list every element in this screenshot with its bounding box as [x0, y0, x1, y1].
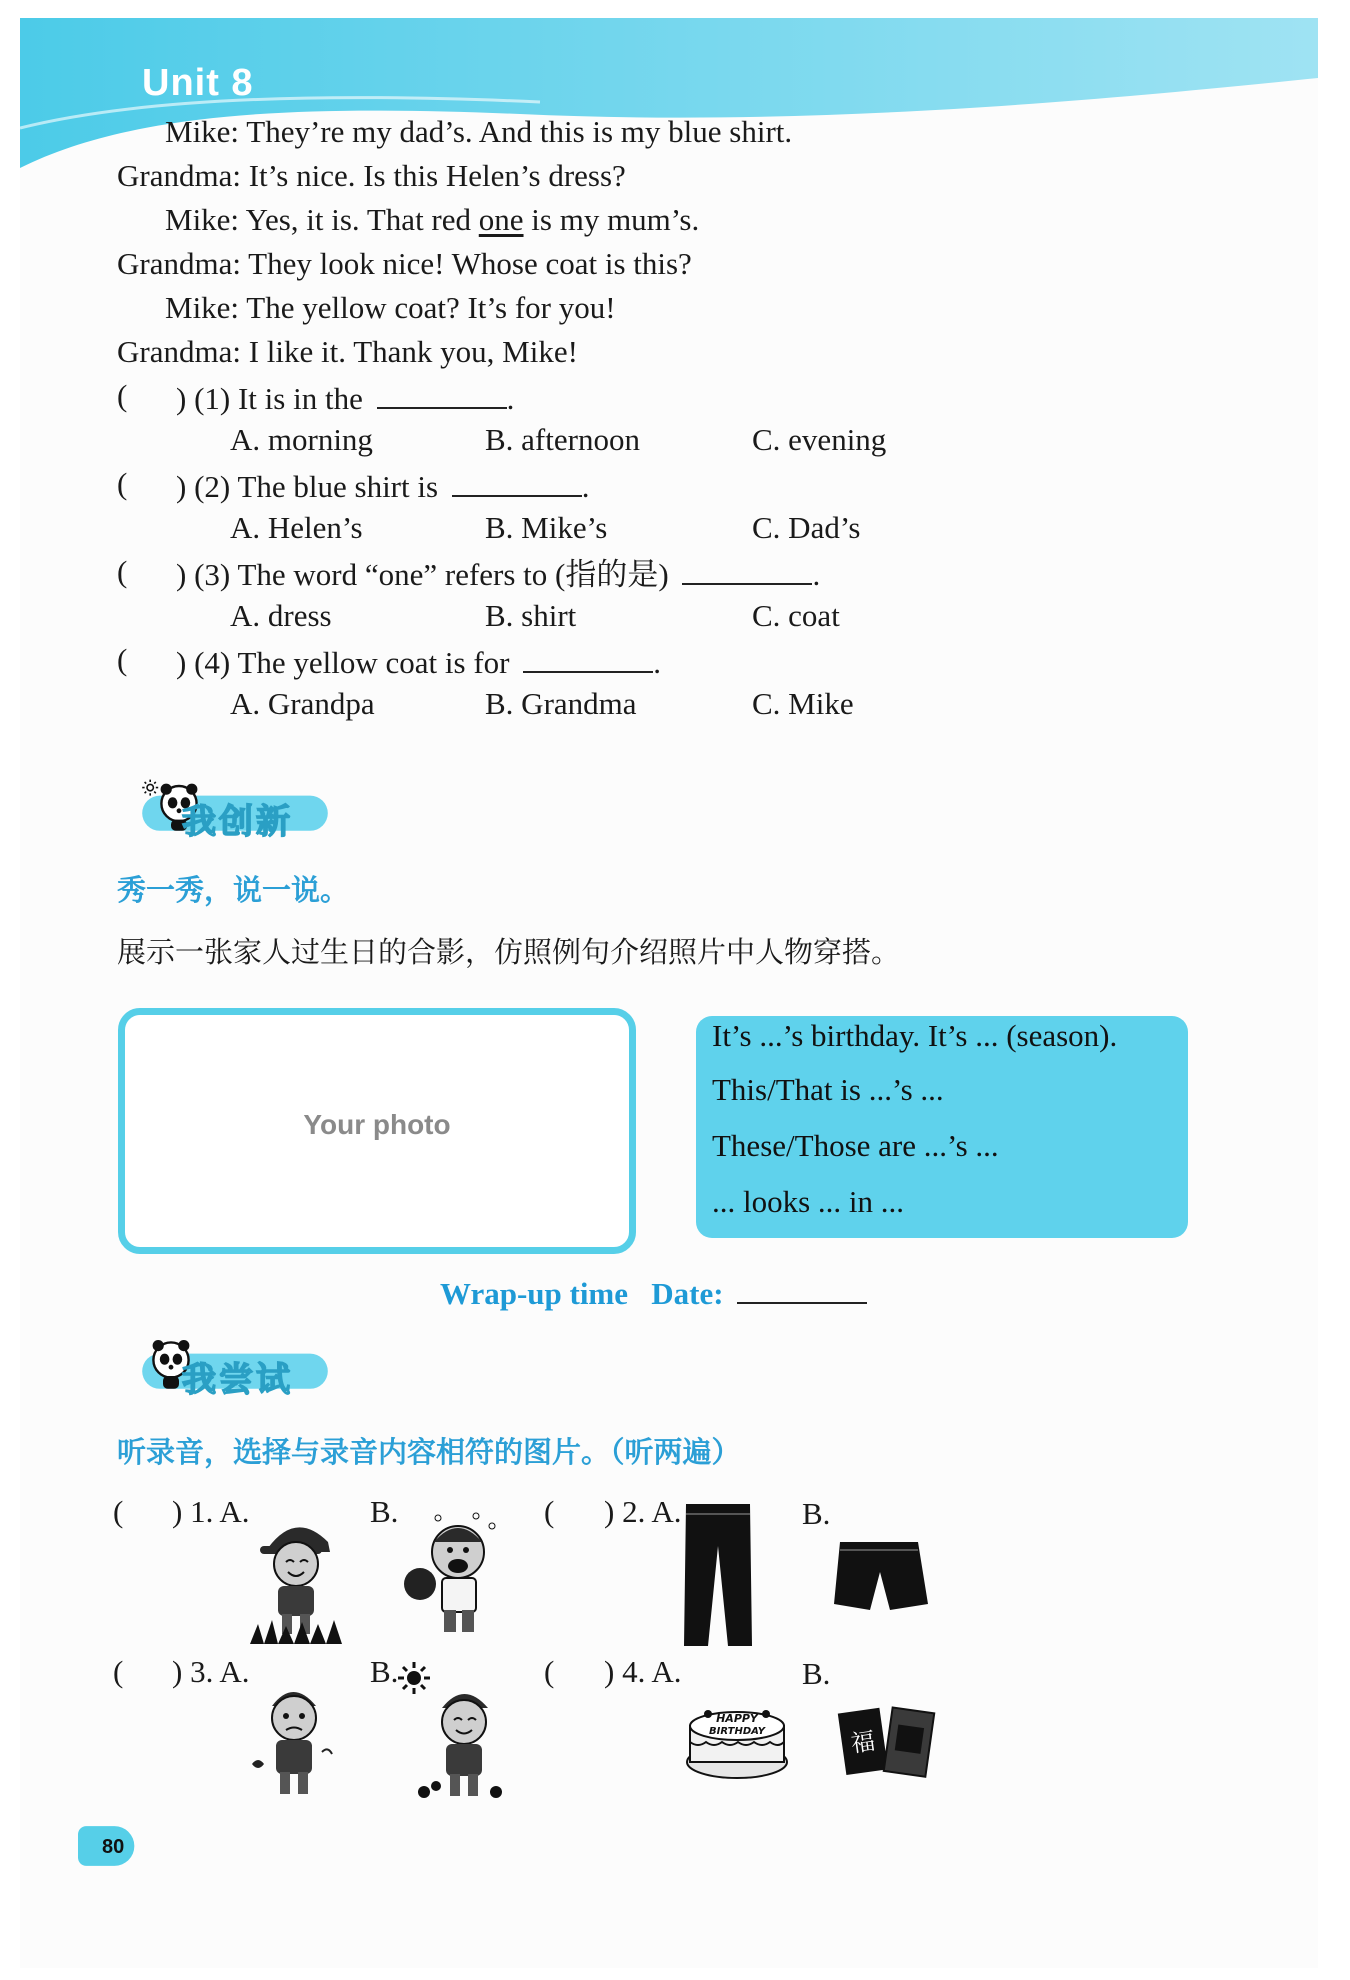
option-b-label: B. [802, 1656, 831, 1691]
shorts-icon[interactable] [832, 1538, 932, 1614]
option-b[interactable]: B. Grandma [485, 686, 637, 721]
answer-paren-open[interactable]: ( [117, 642, 128, 677]
sun-icon [398, 1662, 430, 1694]
answer-paren-open[interactable]: ( [544, 1494, 555, 1529]
answer-paren-open[interactable]: ( [117, 378, 128, 413]
answer-blank[interactable] [377, 377, 507, 409]
question-text: ) (4) The yellow coat is for . [176, 641, 661, 682]
option-b[interactable]: B. afternoon [485, 422, 640, 457]
model-sentence: This/That is ...’s ... [712, 1072, 944, 1107]
dialogue-line: Mike: They’re my dad’s. And this is my blue shirt. [165, 114, 793, 149]
dialogue-line: Grandma: I like it. Thank you, Mike! [117, 334, 578, 369]
section-title-try: 我尝试 [182, 1360, 293, 1400]
model-sentences-box [696, 1016, 1188, 1238]
question-text: ) (1) It is in the . [176, 377, 514, 418]
question-text: ) (2) The blue shirt is . [176, 465, 590, 506]
cake-text-line: BIRTHDAY [709, 1726, 765, 1737]
dialogue-line: Mike: Yes, it is. That red one is my mum’s. [165, 202, 700, 237]
option-b-label: B. [370, 1494, 399, 1529]
cake-text-line: HAPPY [716, 1712, 758, 1725]
option-c[interactable]: C. Mike [752, 686, 854, 721]
boy-sunny-flowers-icon[interactable] [396, 1660, 506, 1808]
option-a[interactable]: A. Grandpa [230, 686, 375, 721]
answer-paren-open[interactable]: ( [117, 554, 128, 589]
option-a[interactable]: A. morning [230, 422, 373, 457]
answer-paren-open[interactable]: ( [544, 1654, 555, 1689]
option-b-label: B. [370, 1654, 399, 1689]
dialogue-line: Grandma: It’s nice. Is this Helen’s dress? [117, 158, 626, 193]
answer-paren-open[interactable]: ( [117, 466, 128, 501]
dialogue-line: Grandma: They look nice! Whose coat is this? [117, 246, 692, 281]
option-b[interactable]: B. shirt [485, 598, 577, 633]
option-a[interactable]: A. dress [230, 598, 332, 633]
option-b-label: B. [802, 1496, 831, 1531]
photo-placeholder-label: Your photo [303, 1109, 451, 1140]
create-subtitle: 秀一秀，说一说。 [117, 873, 350, 907]
item-label: ) 4. A. [604, 1654, 682, 1689]
sun-icon [142, 780, 158, 796]
option-c[interactable]: C. evening [752, 422, 887, 457]
answer-paren-open[interactable]: ( [113, 1494, 124, 1529]
boy-on-grass-icon[interactable] [246, 1508, 346, 1648]
birthday-cake-icon[interactable] [682, 1692, 792, 1782]
envelope-character: 福 [849, 1726, 877, 1758]
option-a[interactable]: A. Helen’s [230, 510, 363, 545]
answer-blank[interactable] [452, 465, 582, 497]
dialogue-line: Mike: The yellow coat? It’s for you! [165, 290, 616, 325]
answer-blank[interactable] [682, 553, 812, 585]
wrap-up-heading: Wrap-up time Date: [440, 1272, 867, 1312]
trousers-icon[interactable] [680, 1500, 756, 1650]
red-envelopes-icon[interactable] [836, 1704, 936, 1780]
try-instruction: 听录音，选择与录音内容相符的图片。（听两遍） [117, 1435, 741, 1469]
date-blank[interactable] [737, 1272, 867, 1304]
item-label: ) 2. A. [604, 1494, 682, 1529]
boy-eating-watermelon-icon[interactable] [398, 1504, 508, 1644]
section-title-create: 我创新 [182, 802, 293, 842]
option-c[interactable]: C. coat [752, 598, 840, 633]
item-label: ) 3. A. [172, 1654, 250, 1689]
option-b[interactable]: B. Mike’s [485, 510, 608, 545]
create-instruction: 展示一张家人过生日的合影，仿照例句介绍照片中人物穿搭。 [117, 935, 901, 969]
option-c[interactable]: C. Dad’s [752, 510, 861, 545]
question-text: ) (3) The word “one” refers to (指的是) . [176, 553, 820, 594]
photo-placeholder-box[interactable] [118, 1008, 636, 1254]
answer-blank[interactable] [523, 641, 653, 673]
model-sentence: ... looks ... in ... [712, 1184, 905, 1219]
workbook-page [20, 18, 1318, 1968]
boy-cold-leaves-icon[interactable] [248, 1672, 338, 1802]
unit-title: Unit 8 [142, 62, 254, 104]
underlined-word: one [478, 202, 524, 237]
page-number: 80 [102, 1836, 125, 1858]
answer-paren-open[interactable]: ( [113, 1654, 124, 1689]
model-sentence: These/Those are ...’s ... [712, 1128, 999, 1163]
item-label: ) 1. A. [172, 1494, 250, 1529]
model-sentence: It’s ...’s birthday. It’s ... (season). [712, 1018, 1118, 1053]
